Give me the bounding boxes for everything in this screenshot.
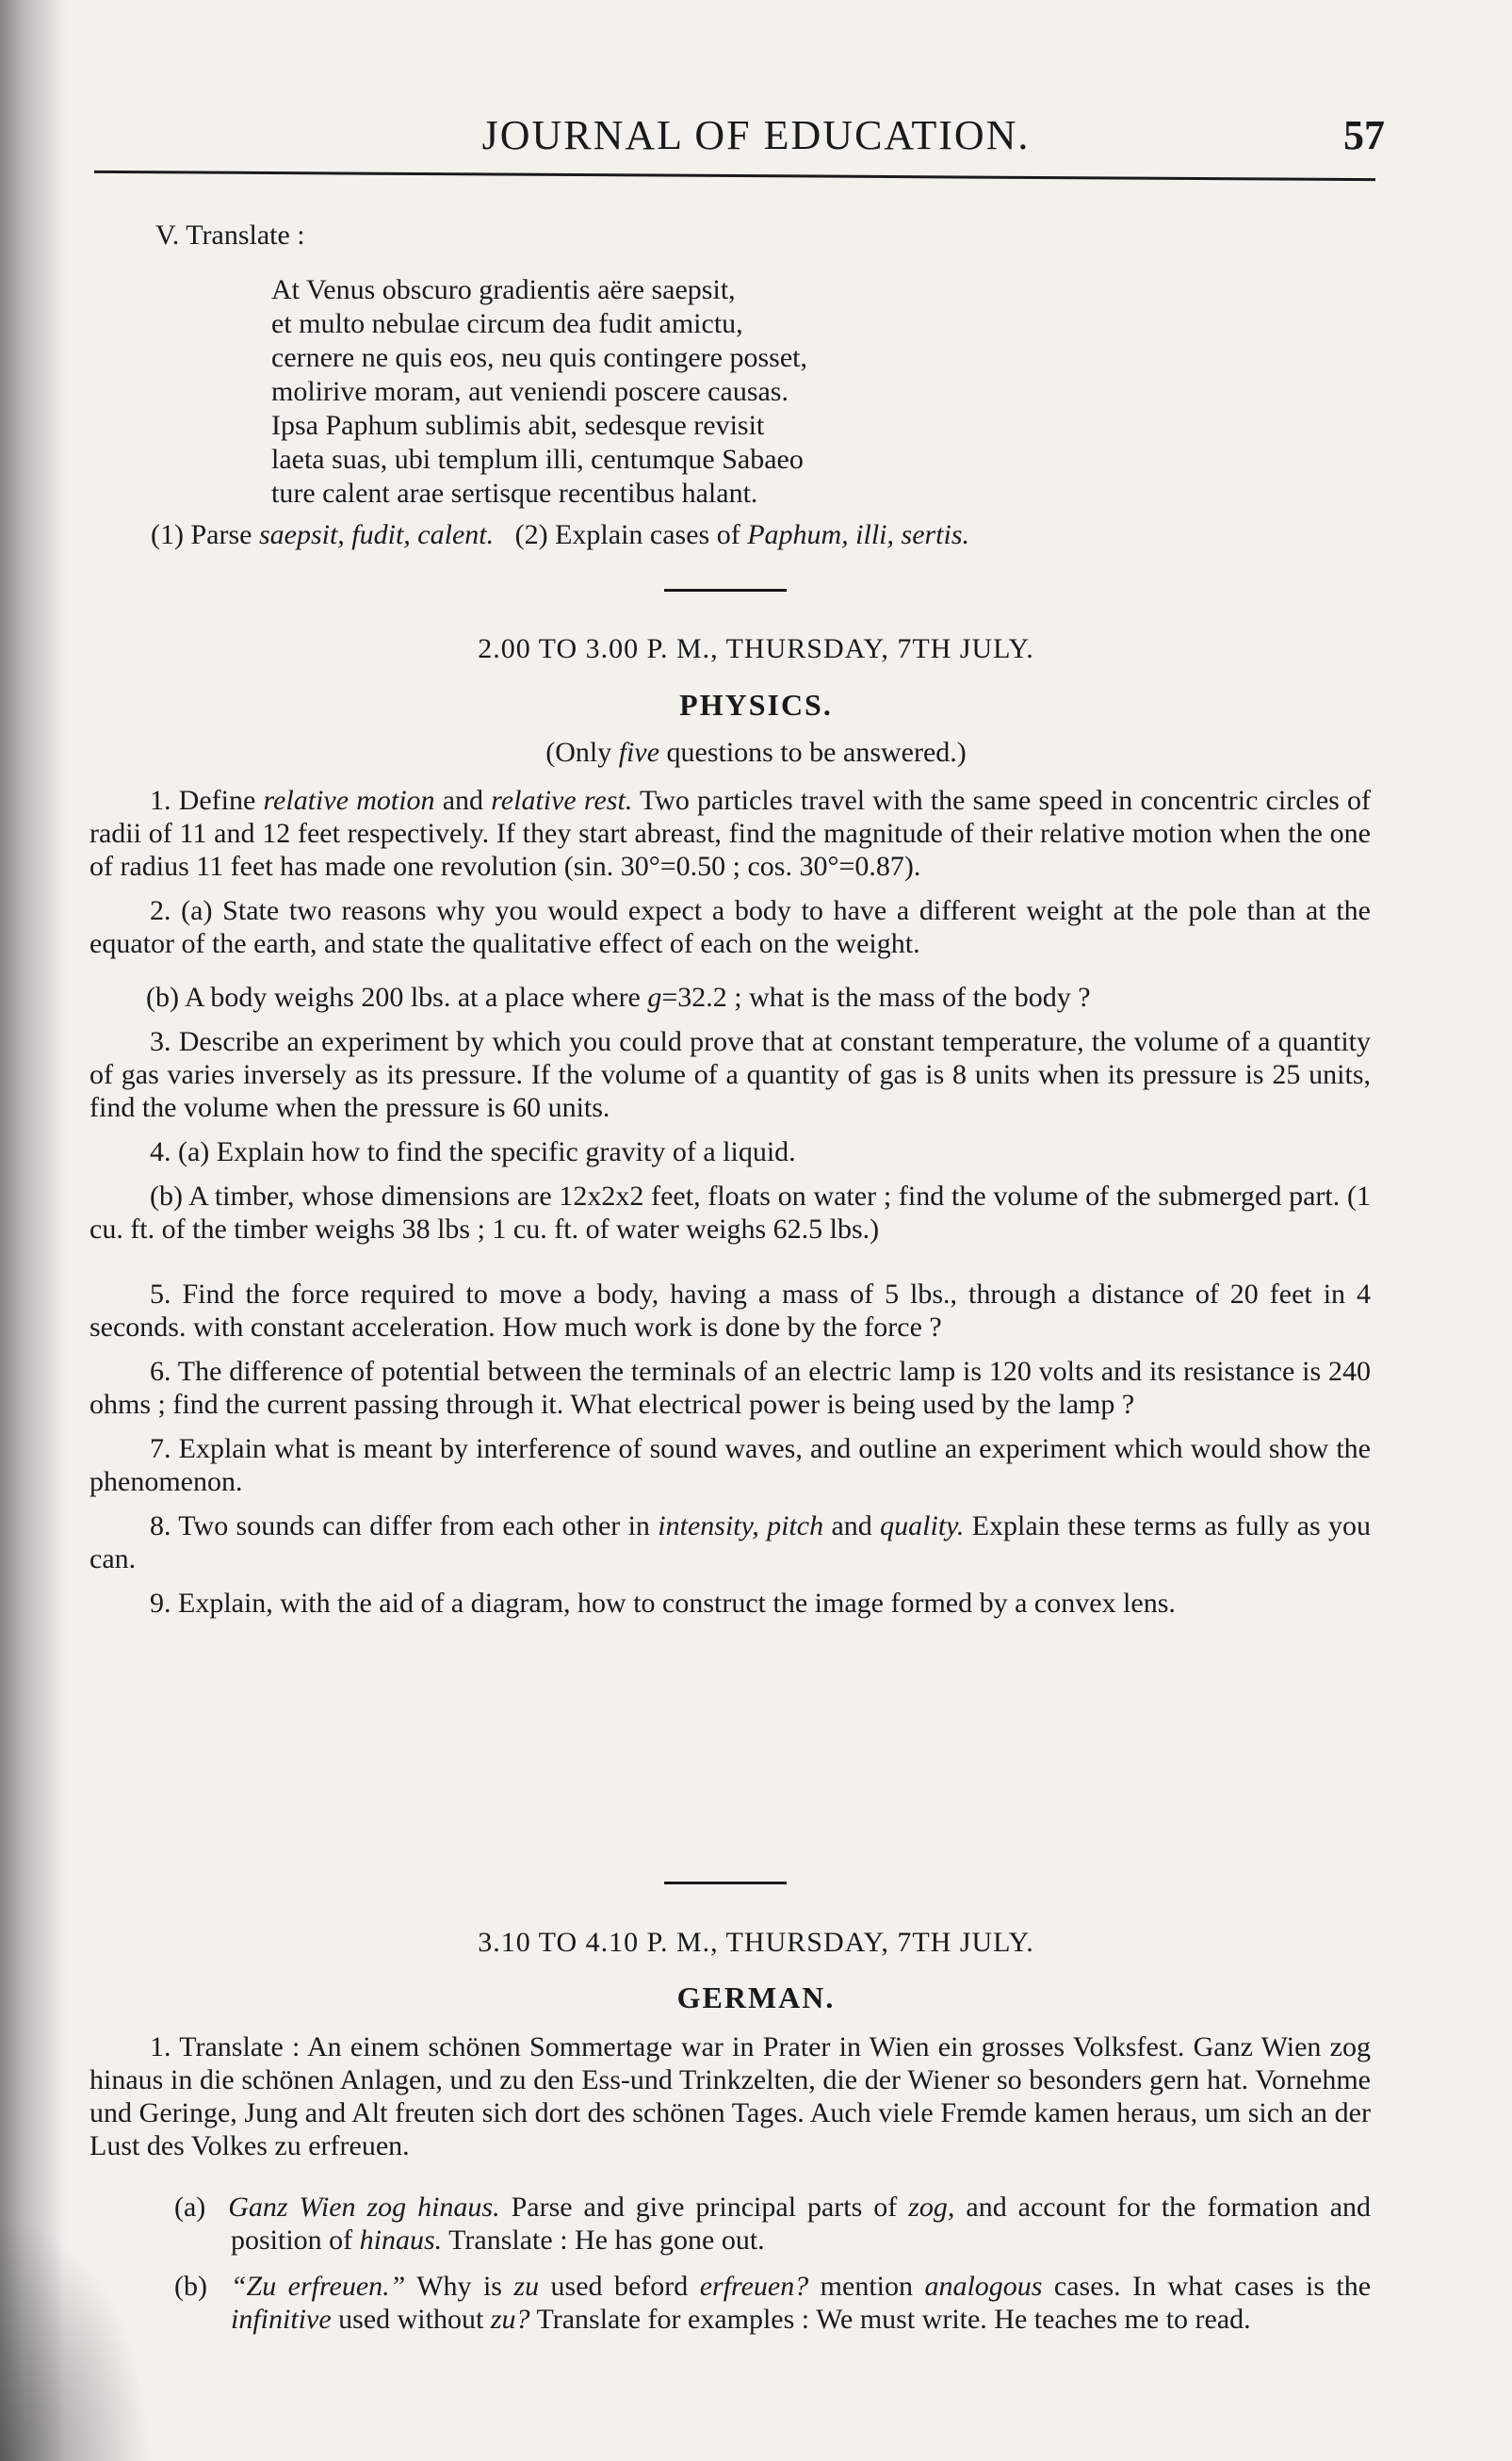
physics-question-2a: 2. (a) State two reasons why you would expect a body to have a different weight at the pole than at the equator of the earth, and state the qualitative effect of each on the weight. bbox=[89, 895, 1371, 959]
latin-instruction: V. Translate : bbox=[155, 220, 305, 251]
poem-line: Ipsa Paphum sublimis abit, sedesque revisit bbox=[271, 410, 765, 441]
page-number: 57 bbox=[1343, 112, 1385, 158]
section-divider bbox=[664, 589, 787, 592]
poem-line: molirive moram, aut veniendi poscere causas. bbox=[271, 376, 789, 407]
german-subject-heading: GERMAN. bbox=[676, 1980, 836, 2014]
physics-question-4b: (b) A timber, whose dimensions are 12x2x2 feet, floats on water ; find the volume of the submerged part. (1 cu. ft. of the timber weighs 38 lbs ; 1 cu. ft. of water weighs 62.5 lbs.) bbox=[89, 1181, 1371, 1245]
german-time-heading: 3.10 TO 4.10 P. M., THURSDAY, 7TH JULY. bbox=[478, 1927, 1034, 1958]
physics-instruction: (Only five questions to be answered.) bbox=[545, 737, 967, 768]
poem-line: et multo nebulae circum dea fudit amictu, bbox=[271, 308, 743, 339]
poem-line: ture calent arae sertisque recentibus halant. bbox=[271, 478, 758, 509]
poem-line: laeta suas, ubi templum illi, centumque Sabaeo bbox=[271, 444, 804, 475]
physics-question-7: 7. Explain what is meant by interference of sound waves, and outline an experiment which would show the phenomenon. bbox=[89, 1433, 1371, 1497]
physics-question-6: 6. The difference of potential between the terminals of an electric lamp is 120 volts and its resistance is 240 ohms ; find the current passing through it. What electrical power is being used by the lamp ? bbox=[89, 1356, 1371, 1420]
journal-title: JOURNAL OF EDUCATION. bbox=[481, 112, 1031, 158]
physics-question-2b: (b) A body weighs 200 lbs. at a place where g=32.2 ; what is the mass of the body ? bbox=[146, 982, 1091, 1013]
physics-time-heading: 2.00 TO 3.00 P. M., THURSDAY, 7TH JULY. bbox=[478, 633, 1034, 664]
header-rule bbox=[94, 171, 1375, 181]
physics-question-9: 9. Explain, with the aid of a diagram, how to construct the image formed by a convex lens. bbox=[150, 1588, 1176, 1619]
physics-questions bbox=[89, 784, 1371, 1620]
poem-line: At Venus obscuro gradientis aëre saepsit, bbox=[271, 274, 736, 305]
german-question-1b: (b) “Zu erfreuen.” Why is zu used beford erfreuen? mention analogous cases. In what cases is the infinitive used without zu? Translate for examples : We must write. He teaches me to read. bbox=[174, 2271, 1372, 2335]
physics-question-4a: 4. (a) Explain how to find the specific gravity of a liquid. bbox=[150, 1136, 796, 1167]
physics-question-1: 1. Define relative motion and relative rest. Two particles travel with the same speed in concentric circles of radii of 11 and 12 feet respectively. If they start abreast, find the magnitude of their relative motion when the one of radius 11 feet has made one revolution (sin. 30°=0.50 ; cos. 30°=0.87). bbox=[89, 785, 1372, 882]
page-edge-shadow bbox=[0, 0, 66, 2461]
latin-poem bbox=[271, 273, 807, 511]
physics-question-3: 3. Describe an experiment by which you could prove that at constant temperature, the volume of a quantity of gas varies inversely as its pressure. If the volume of a quantity of gas is 8 units when its pressure is 25 units, find the volume when the pressure is 60 units. bbox=[89, 1026, 1371, 1123]
german-question-1a: (a) Ganz Wien zog hinaus. Parse and give principal parts of zog, and account for the formation and position of hinaus. Translate : He has gone out. bbox=[174, 2192, 1372, 2256]
german-question-1: 1. Translate : An einem schönen Sommertage war in Prater in Wien ein grosses Volksfest. Ganz Wien zog hinaus in die schönen Anlagen, und zu den Ess-und Trinkzelten, die der Wiener so besonders gern hat. Vornehme und Geringe, Jung and Alt freuten sich dort des schönen Tages. Auch viele Fremde kamen heraus, um sich an der Lust des Volkes zu erfreuen. bbox=[89, 2031, 1371, 2161]
poem-line: cernere ne quis eos, neu quis contingere posset, bbox=[271, 342, 807, 373]
german-questions bbox=[89, 2030, 1371, 2336]
physics-subject-heading: PHYSICS. bbox=[679, 688, 833, 722]
latin-parse-question: (1) Parse saepsit, fudit, calent. (2) Explain cases of Paphum, illi, sertis. bbox=[151, 519, 970, 550]
physics-question-8: 8. Two sounds can differ from each other in intensity, pitch and quality. Explain these terms as fully as you can. bbox=[89, 1510, 1372, 1574]
physics-question-5: 5. Find the force required to move a body, having a mass of 5 lbs., through a distance of 20 feet in 4 seconds. with constant acceleration. How much work is done by the force ? bbox=[89, 1279, 1371, 1343]
section-divider bbox=[664, 1882, 787, 1884]
